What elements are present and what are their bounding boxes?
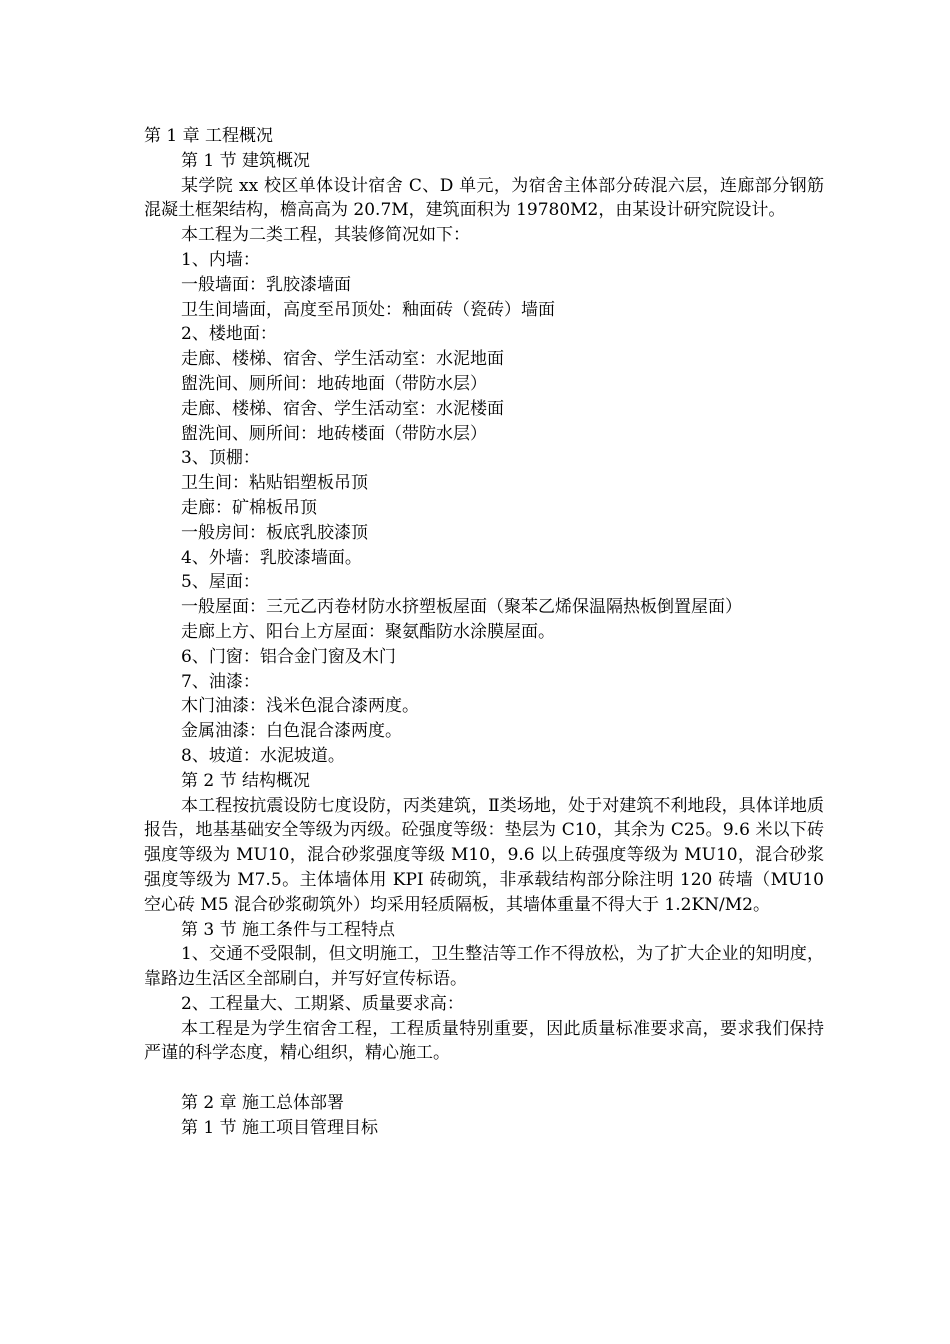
section-3-title: 第 3 节 施工条件与工程特点 (181, 919, 396, 940)
list-item: 7、油漆： (181, 671, 260, 692)
list-item: 卫生间：粘贴铝塑板吊顶 (181, 473, 368, 494)
section-2-paragraph: 本工程按抗震设防七度设防，丙类建筑，Ⅱ类场地，处于对建筑不利地段，具体详地质报告，地基基础安全等级为丙级。砼强度等级：垫层为 C10，其余为 C25。9.6 米以下砖强度等级为 MU10，混合砂浆强度等级 M10，9.6 以上砖强度等级为 MU10，混合砂浆强度等级为 M7.5。主体墙体用 KPI 砖砌筑，非承载结构部分除注明 120 砖墙（MU10 空心砖 M5 混合砂浆砌筑外）均采用轻质隔板，其墙体重量不得大于 1.2KN/M2。 (144, 795, 824, 915)
list-item: 一般墙面：乳胶漆墙面 (181, 274, 351, 295)
list-item: 6、门窗：铝合金门窗及木门 (181, 646, 396, 667)
list-item: 走廊、楼梯、宿舍、学生活动室：水泥楼面 (181, 398, 504, 419)
list-item: 一般房间：板底乳胶漆顶 (181, 522, 368, 543)
list-item: 金属油漆：白色混合漆两度。 (181, 721, 402, 742)
section-2-title: 第 2 节 结构概况 (181, 770, 311, 791)
list-item: 盥洗间、厕所间：地砖地面（带防水层） (181, 373, 487, 394)
list-item: 5、屋面： (181, 572, 260, 593)
section-3-paragraph-2: 2、工程量大、工期紧、质量要求高： (181, 993, 464, 1014)
list-item: 1、内墙： (181, 249, 260, 270)
list-item: 2、楼地面： (181, 324, 277, 345)
section-3-paragraph-1: 1、交通不受限制，但文明施工，卫生整洁等工作不得放松，为了扩大企业的知明度，靠路边生活区全部刷白，并写好宣传标语。 (144, 944, 824, 990)
list-item: 盥洗间、厕所间：地砖楼面（带防水层） (181, 423, 487, 444)
list-item: 走廊、楼梯、宿舍、学生活动室：水泥地面 (181, 349, 504, 370)
chapter-1-title: 第 1 章 工程概况 (144, 126, 274, 146)
list-item: 3、顶棚： (181, 448, 260, 469)
chapter-2-section-1-title: 第 1 节 施工项目管理目标 (181, 1117, 379, 1138)
chapter-2-title: 第 2 章 施工总体部署 (181, 1093, 345, 1114)
roof-general-paragraph: 一般屋面：三元乙丙卷材防水挤塑板屋面（聚苯乙烯保温隔热板倒置屋面） (181, 597, 742, 618)
document-body (144, 124, 824, 1141)
list-item: 8、坡道：水泥坡道。 (181, 745, 345, 766)
list-item: 木门油漆：浅米色混合漆两度。 (181, 696, 419, 717)
list-item: 卫生间墙面，高度至吊顶处：釉面砖（瓷砖）墙面 (181, 299, 555, 320)
section-1-paragraph-2: 本工程为二类工程，其装修简况如下： (181, 225, 470, 246)
section-1-title: 第 1 节 建筑概况 (181, 150, 311, 171)
list-item: 走廊：矿棉板吊顶 (181, 497, 317, 518)
list-item: 走廊上方、阳台上方屋面：聚氨酯防水涂膜屋面。 (181, 621, 555, 642)
blank-line (144, 1066, 824, 1091)
section-1-paragraph-1: 某学院 xx 校区单体设计宿舍 C、D 单元，为宿舍主体部分砖混六层，连廊部分钢筋混凝土框架结构，檐高高为 20.7M，建筑面积为 19780M2，由某设计研究院设计。 (144, 175, 824, 221)
list-item: 4、外墙：乳胶漆墙面。 (181, 547, 362, 568)
section-3-paragraph-3: 本工程是为学生宿舍工程，工程质量特别重要，因此质量标准要求高，要求我们保持严谨的科学态度，精心组织，精心施工。 (144, 1018, 824, 1064)
